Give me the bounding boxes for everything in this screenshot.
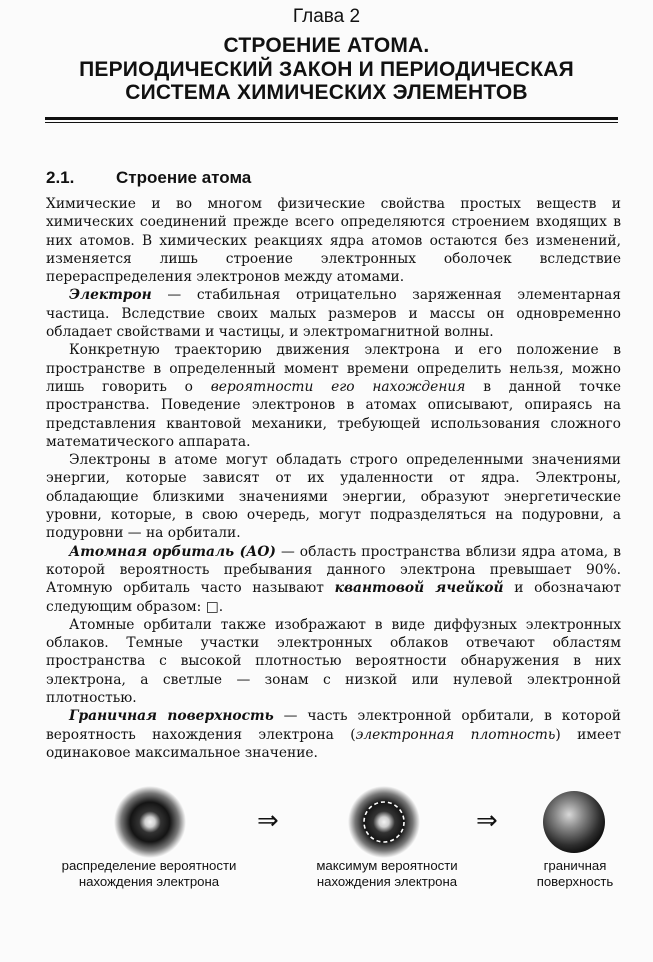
caption-line: максимум вероятности (316, 858, 458, 873)
header-rule-thin (45, 122, 618, 123)
paragraph-text: — стабильная отрицательно заряженная элементарная частица. Вследствие своих малых размеров и массы он одновременно обладает свойствами и частицы, и электромагнитной волны. (46, 287, 621, 341)
section-number: 2.1. (46, 168, 75, 187)
orbital-figure (0, 780, 653, 900)
header-rule-thick (45, 117, 618, 120)
paragraph-text: в данной точке пространства. Поведение электронов в атомах описывают, опираясь на представления квантовой механики, требующей использования сложного математического аппарата. (46, 378, 621, 450)
paragraph-text: ) имеет одинаковое максимальное значение. (46, 726, 621, 761)
caption-line: нахождения электрона (316, 874, 458, 889)
arrow-icon: ⇒ (476, 806, 498, 836)
caption-probability-maximum (292, 858, 482, 890)
caption-line: граничная (543, 858, 607, 873)
emphasis-electron-density: электронная плотность (355, 726, 556, 743)
chapter-title-line: ПЕРИОДИЧЕСКИЙ ЗАКОН И ПЕРИОДИЧЕСКАЯ (79, 57, 574, 81)
paragraph-atomic-orbital (46, 543, 621, 616)
boundary-surface-sphere-image (538, 786, 610, 858)
paragraph-intro: Химические и во многом физические свойства простых веществ и химических соединений прежде всего определяются строением входящих в них атомов. В химических реакциях ядра атомов остаются без изменений, изменяется лишь строение электронных оболочек вследствие перераспределения электронов между атомами. (46, 196, 621, 286)
emphasis-probability: вероятности его нахождения (210, 378, 466, 395)
term-electron: Электрон (69, 287, 152, 304)
caption-boundary-surface (520, 858, 630, 890)
body-text (46, 195, 621, 762)
chapter-title (20, 34, 633, 105)
paragraph-text: — область пространства вблизи ядра атома, в которой вероятность пребывания данного электрона превышает 90%. Атомную орбиталь часто называют (46, 543, 621, 597)
paragraph-text: Конкретную траекторию движения электрона и его положение в пространстве в определенный момент времени определить нельзя, можно лишь говорить о (46, 342, 621, 395)
arrow-icon: ⇒ (257, 806, 279, 836)
term-boundary-surface: Граничная поверхность (69, 708, 274, 725)
paragraph-probability (46, 341, 621, 451)
electron-cloud-image (114, 786, 186, 858)
section-title: Строение атома (116, 168, 252, 187)
paragraph-text: — часть электронной орбитали, в которой вероятность нахождения электрона ( (46, 708, 622, 743)
chapter-title-line: СИСТЕМА ХИМИЧЕСКИХ ЭЛЕМЕНТОВ (125, 81, 528, 104)
probability-maximum-image (348, 786, 420, 858)
paragraph-electron (46, 286, 621, 341)
caption-line: распределение вероятности (61, 858, 237, 873)
section-heading (46, 167, 251, 189)
caption-probability-distribution (42, 858, 256, 890)
paragraph-text: и обозначают следующим образом: □. (46, 580, 621, 615)
paragraph-boundary-surface (46, 707, 621, 762)
caption-line: поверхность (536, 874, 614, 889)
chapter-title-line: СТРОЕНИЕ АТОМА. (223, 34, 430, 57)
paragraph-energy-levels: Электроны в атоме могут обладать строго определенными значениями энергии, которые зависят от их удаленности от ядра. Электроны, обладающие близкими значениями энергии, образуют энергетические уровни, которые, в свою очередь, могут подразделяться на подуровни, а подуровни — на орбитали. (46, 452, 621, 542)
paragraph-electron-clouds: Атомные орбитали также изображают в виде диффузных электронных облаков. Темные участки электронных облаков отвечают областям пространства с высокой плотностью вероятности обнаружения в них электрона, а светлые — зонам с низкой или нулевой электронной плотностью. (46, 616, 621, 707)
caption-line: нахождения электрона (78, 874, 220, 889)
chapter-label: Глава 2 (292, 6, 361, 27)
term-atomic-orbital: Атомная орбиталь (АО) (69, 543, 276, 560)
emphasis-quantum-cell: квантовой ячейкой (334, 580, 504, 597)
